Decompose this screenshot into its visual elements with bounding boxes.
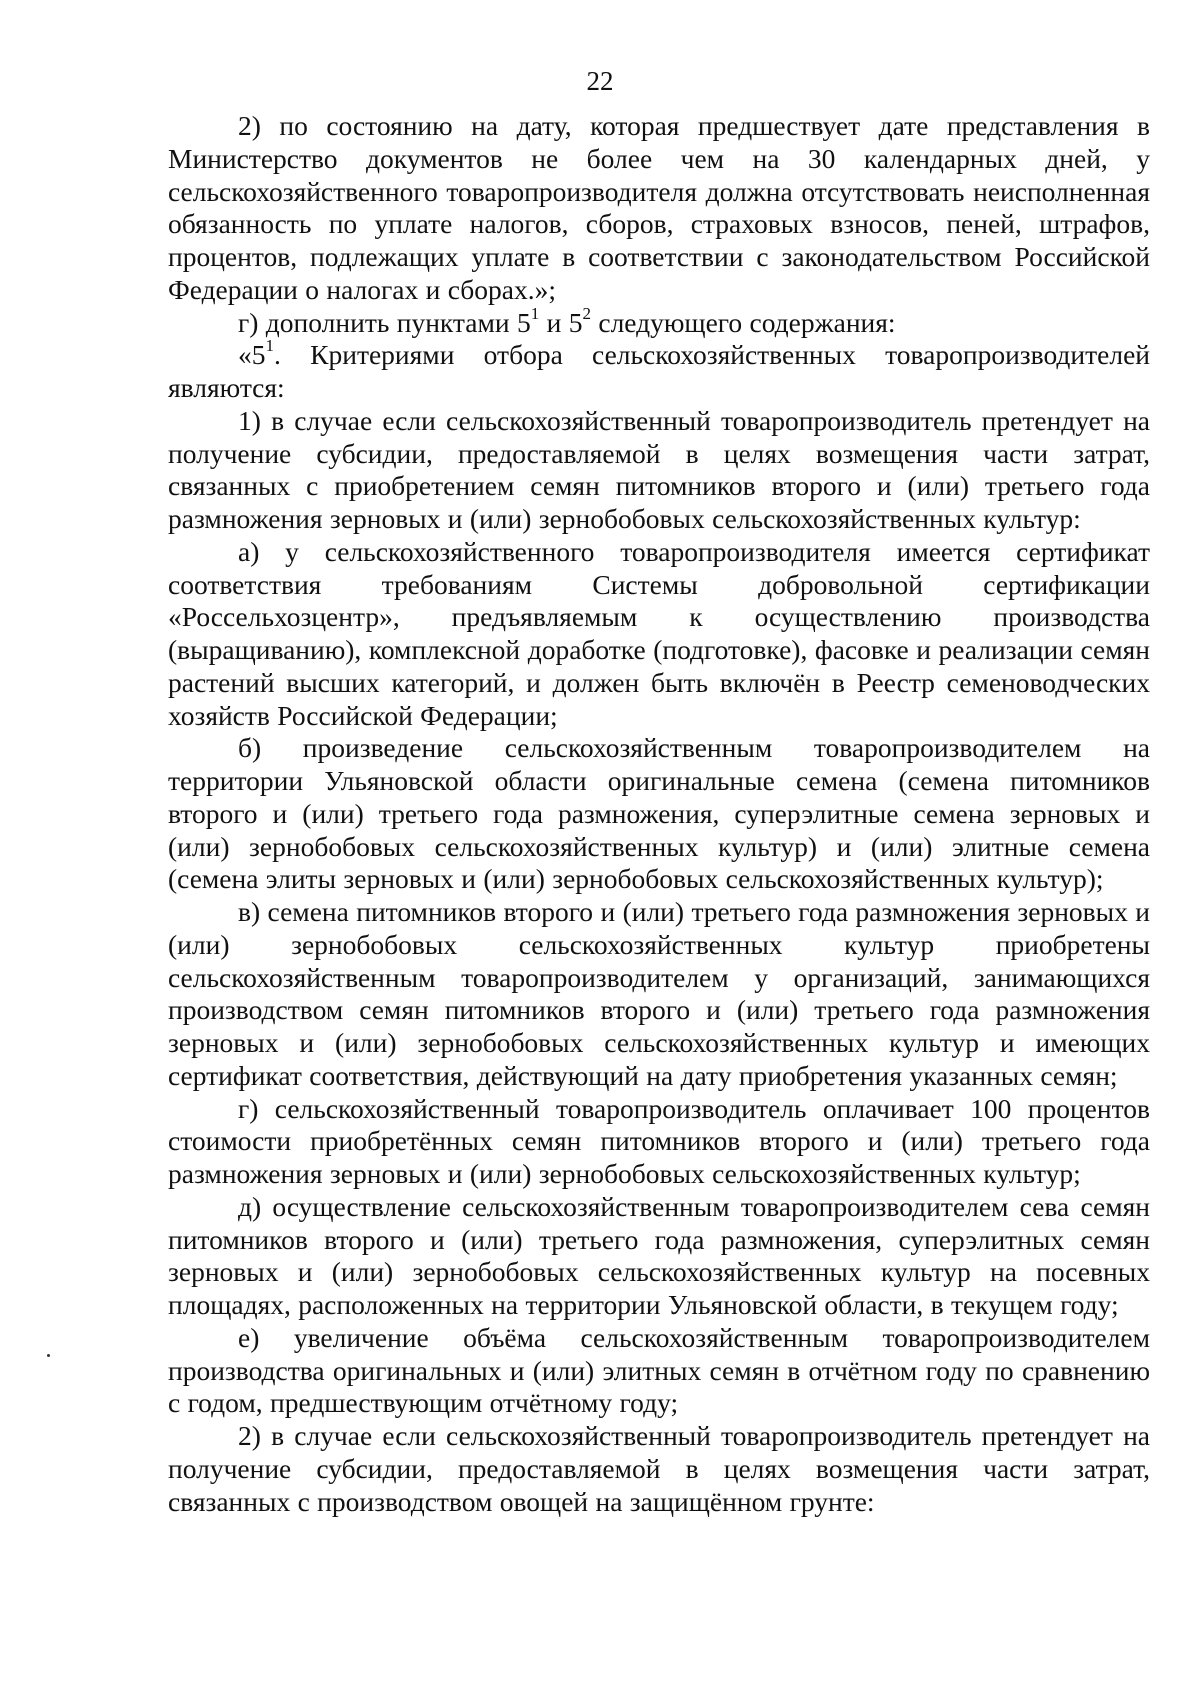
paragraph-tax-obligation: 2) по состоянию на дату, которая предшествует дате представления в Министерство документов не более чем на 30 календарных дней, у сельскохозяйственного товаропроизводителя должна отсутствовать неисполненная обязанность по уплате налогов, сборов, страховых взносов, пеней, штрафов, процентов, подлежащих уплате в соответствии с законодательством Российской Федерации о налогах и сборах.»; — [168, 110, 1150, 305]
paragraph-text-part: . Критериями отбора сельскохозяйственных товаропроизводителей являются: — [168, 339, 1150, 403]
superscript: 1 — [530, 303, 540, 323]
page-number: 22 — [586, 66, 614, 96]
paragraph-text-part: и 5 — [539, 306, 583, 338]
paragraph-item-b: б) произведение сельскохозяйственным товаропроизводителем на территории Ульяновской области оригинальные семена (семена питомников второго и (или) третьего года размножения, суперэлитные семена зерновых и (или) зернобобовых сельскохозяйственных культур) и (или) элитные семена (семена элиты зерновых и (или) зернобобовых сельскохозяйственных культур); — [168, 732, 1150, 895]
superscript: 1 — [265, 336, 275, 356]
paragraph-text-part: «5 — [238, 339, 266, 371]
paragraph-item-d: д) осуществление сельскохозяйственным товаропроизводителем сева семян питомников второго и (или) третьего года размножения, суперэлитных семян зерновых и (или) зернобобовых сельскохозяйственных культур на посевных площадях, расположенных на территории Ульяновской области, в текущем году; — [168, 1190, 1150, 1320]
paragraph-item-v: в) семена питомников второго и (или) третьего года размножения зерновых и (или) зернобобовых сельскохозяйственных культур приобретены сельскохозяйственным товаропроизводителем у организаций, занимающихся производством семян питомников второго и (или) третьего года размножения зерновых и (или) зернобобовых сельскохозяйственных культур и имеющих сертификат соответствия, действующий на дату приобретения указанных семян; — [168, 896, 1150, 1091]
paragraph-text-part: следующего содержания: — [590, 306, 896, 338]
paragraph-item-g: г) сельскохозяйственный товаропроизводитель оплачивает 100 процентов стоимости приобретённых семян питомников второго и (или) третьего года размножения зерновых и (или) зернобобовых сельскохозяйственных культур; — [168, 1092, 1150, 1189]
paragraph-item-a: а) у сельскохозяйственного товаропроизводителя имеется сертификат соответствия требованиям Системы добровольной сертификации «Россельхозцентр», предъявляемым к осуществлению производства (выращиванию), комплексной доработке (подготовке), фасовке и реализации семян растений высших категорий, и должен быть включён в Реестр семеноводческих хозяйств Российской Федерации; — [168, 535, 1150, 731]
paragraph-item-2: 2) в случае если сельскохозяйственный товаропроизводитель претендует на получение субсидии, предоставляемой в целях возмещения части затрат, связанных с производством овощей на защищённом грунте: — [168, 1420, 1150, 1517]
paragraph-item-1: 1) в случае если сельскохозяйственный товаропроизводитель претендует на получение субсидии, предоставляемой в целях возмещения части затрат, связанных с приобретением семян питомников второго и (или) третьего года размножения зерновых и (или) зернобобовых сельскохозяйственных культур: — [168, 404, 1150, 534]
superscript: 2 — [582, 303, 591, 323]
paragraph-amendment-g — [168, 303, 1150, 340]
scan-artifact-dot — [47, 1354, 50, 1357]
paragraph-criteria-heading — [168, 336, 1150, 405]
document-body — [168, 110, 1150, 1518]
paragraph-item-e: е) увеличение объёма сельскохозяйственным товаропроизводителем производства оригинальных и (или) элитных семян в отчётном году по сравнению с годом, предшествующим отчётному году; — [168, 1321, 1150, 1419]
paragraph-text-part: г) дополнить пунктами 5 — [238, 306, 531, 338]
